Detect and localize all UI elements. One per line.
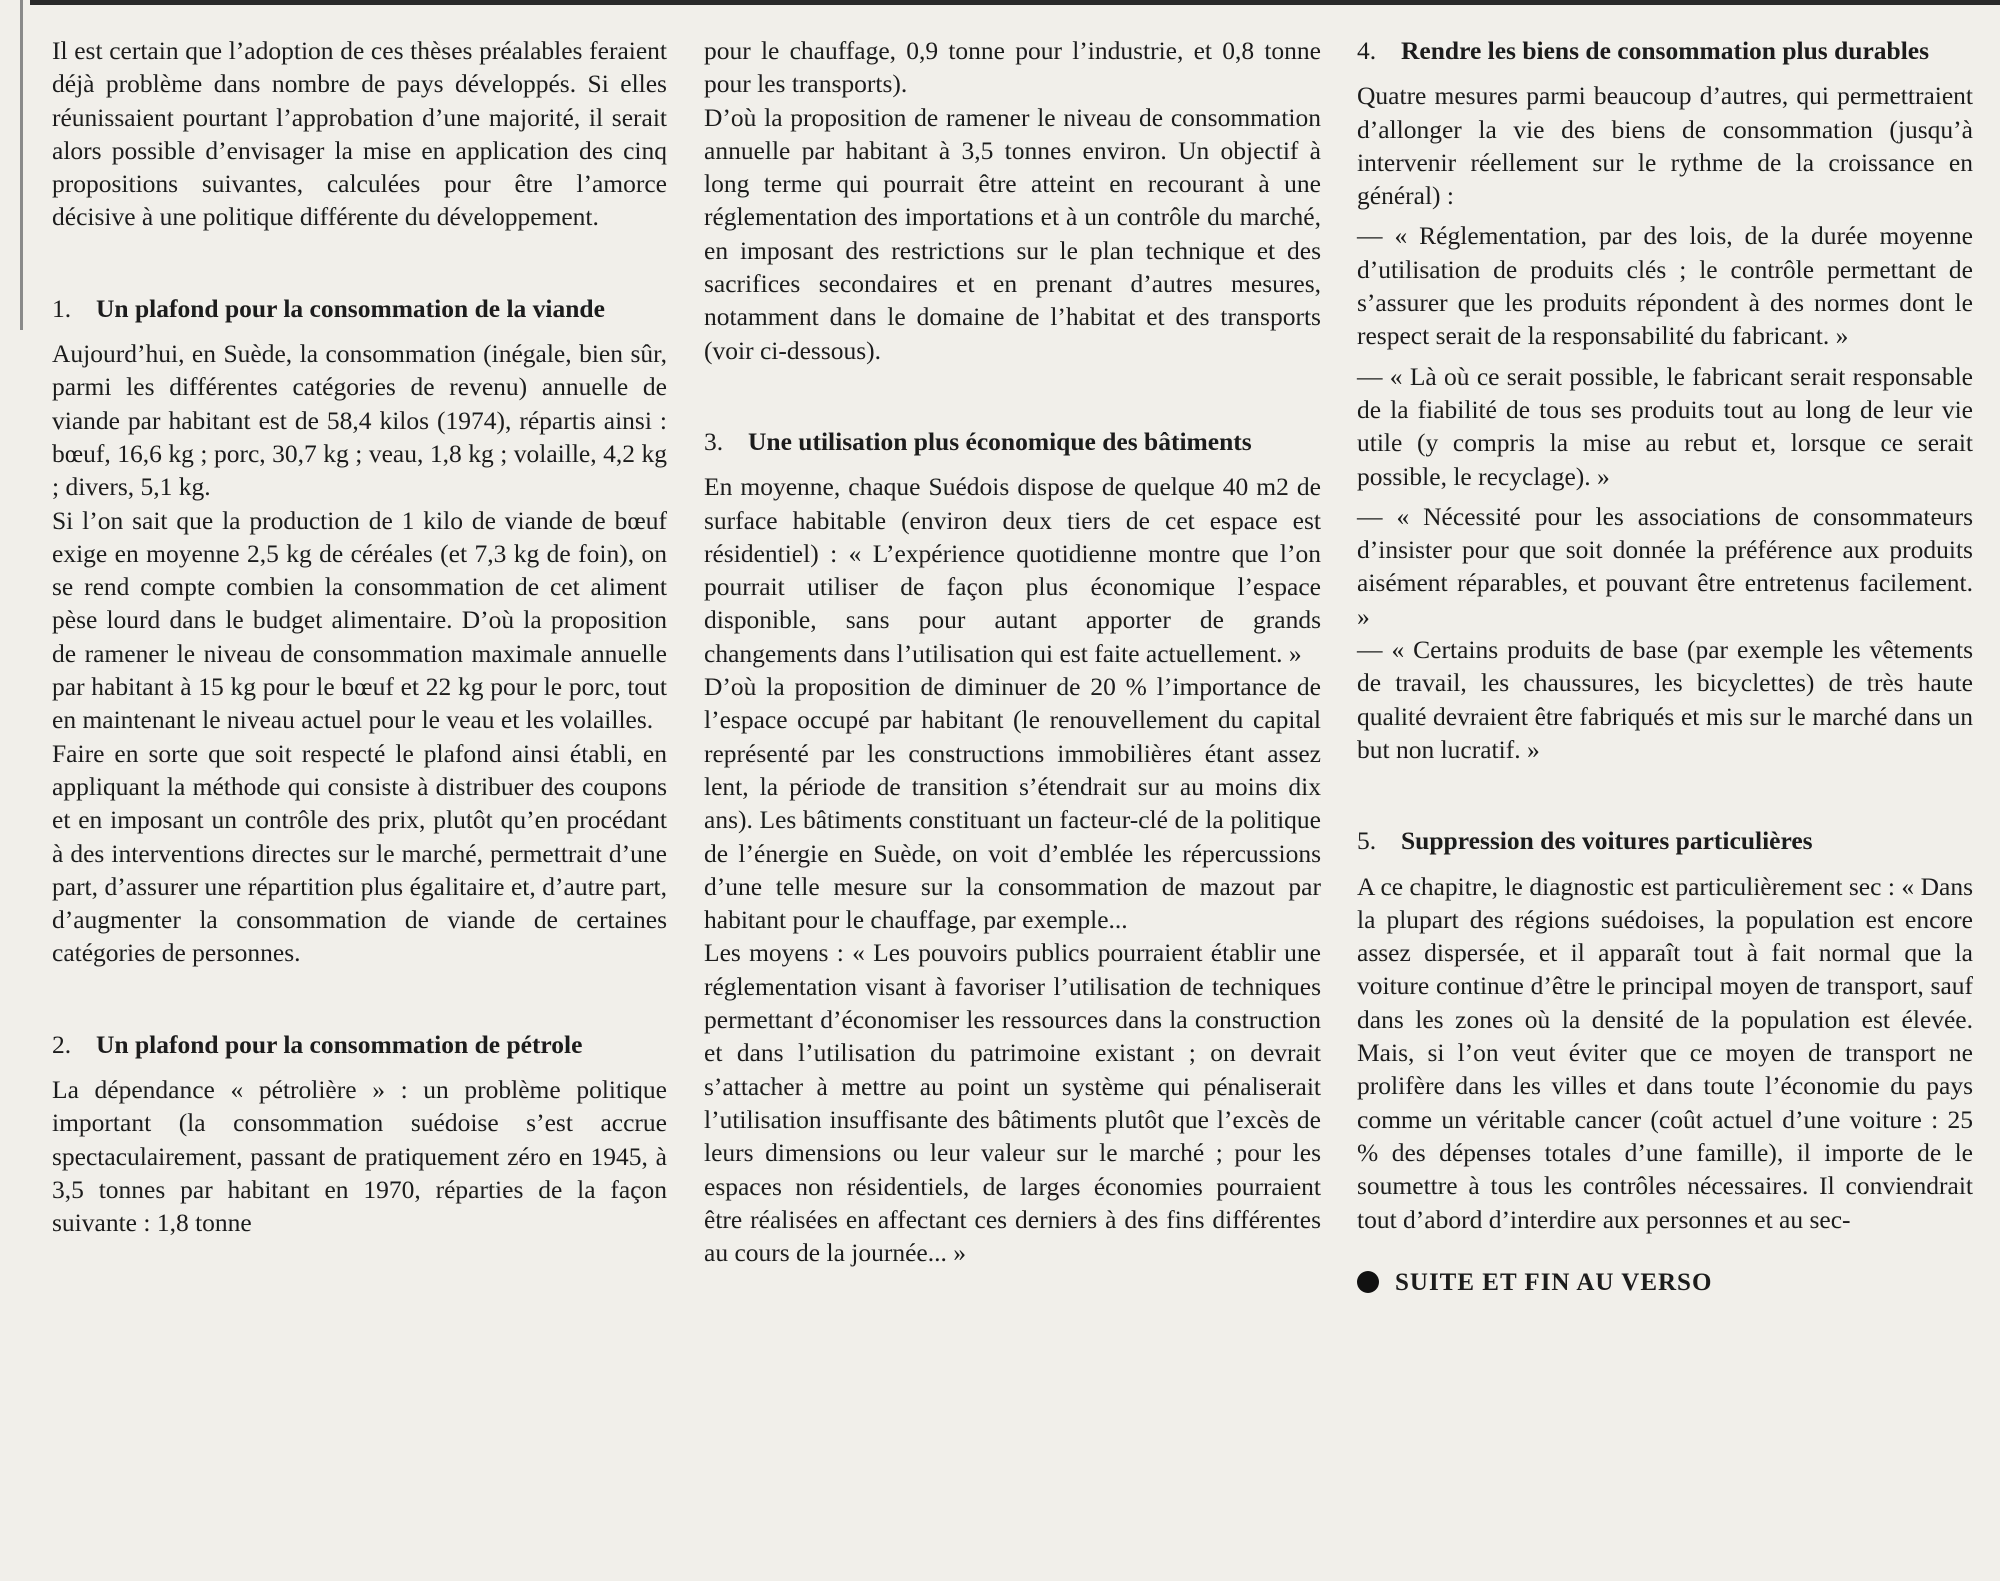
section-2-paragraph-1: La dépendance « pétrolière » : un problème politique important (la consommation suédoise s’est accrue spectaculairement, passant de pratiquement zéro en 1945, à 3,5 tonnes par habitant en 1970, réparties de la façon suivante : 1,8 tonne xyxy=(52,1075,667,1238)
continued-notice-text: SUITE ET FIN AU VERSO xyxy=(1395,1268,1713,1296)
section-1-paragraph-1: Aujourd’hui, en Suède, la consommation (inégale, bien sûr, parmi les différentes catégories de revenu) annuelle de viande par habitant est de 58,4 kilos (1974), répartis ainsi : bœuf, 16,6 kg ; porc, 30,7 kg ; veau, 1,8 kg ; volaille, 4,2 kg ; divers, 5,1 kg. xyxy=(52,339,667,502)
section-2-title: Un plafond pour la consommation de pétrole xyxy=(96,1029,583,1059)
continued-notice xyxy=(1357,1266,1973,1299)
intro-paragraph: Il est certain que l’adoption de ces thèses préalables feraient déjà problème dans nombre de pays développés. Si elles réunissaient pourtant l’approbation d’une majorité, il serait alors possible d’envisager la mise en application des cinq propositions suivantes, calculées pour être l’amorce décisive à une politique différente du développement. xyxy=(52,36,667,232)
section-2-paragraph-1-cont: pour le chauffage, 0,9 tonne pour l’industrie, et 0,8 tonne pour les transports). xyxy=(704,36,1321,99)
section-2-heading xyxy=(52,1028,667,1061)
section-4-item-3: — « Nécessité pour les associations de consommateurs d’insister pour que soit donnée la préférence aux produits aisément réparables, et pouvant être entretenus facilement. » xyxy=(1357,501,1973,631)
section-3-paragraph-1: En moyenne, chaque Suédois dispose de quelque 40 m2 de surface habitable (environ deux tiers de cet espace est résidentiel) : « L’expérience quotidienne montre que l’on pourrait utiliser de façon plus économique l’espace disponible, sans pour autant apporter de grands changements dans l’utilisation qui est faite actuellement. » xyxy=(704,472,1321,668)
section-3-number: 3. xyxy=(704,426,724,456)
bullet-icon xyxy=(1357,1271,1379,1293)
section-5-heading xyxy=(1357,824,1973,857)
section-1-heading xyxy=(52,292,667,325)
column-3 xyxy=(1357,34,1973,1299)
left-edge-mark xyxy=(20,0,23,330)
section-4-title: Rendre les biens de consommation plus durables xyxy=(1401,36,1930,65)
section-2-paragraph-2: D’où la proposition de ramener le niveau de consommation annuelle par habitant à 3,5 tonnes environ. Un objectif à long terme qui pourrait être atteint en recourant à une réglementation des importations et à un contrôle du marché, en imposant des restrictions sur le plan technique et des sacrifices secondaires et en prenant d’autres mesures, notamment dans le domaine de l’habitat et des transports (voir ci-dessous). xyxy=(704,102,1321,365)
section-1-paragraph-2: Si l’on sait que la production de 1 kilo de viande de bœuf exige en moyenne 2,5 kg de céréales (et 7,3 kg de foin), on se rend compte combien la consommation de cet aliment pèse lourd dans le budget alimentaire. D’où la proposition de ramener le niveau de consommation maximale annuelle par habitant à 15 kg pour le bœuf et 22 kg pour le porc, tout en maintenant le niveau actuel pour le veau et les volailles. xyxy=(52,505,667,735)
section-4-paragraph-1: Quatre mesures parmi beaucoup d’autres, qui permettraient d’allonger la vie des biens de consommation (jusqu’à intervenir réellement sur le rythme de la croissance en général) : xyxy=(1357,81,1973,211)
column-1 xyxy=(52,34,667,1240)
section-3-paragraph-3: Les moyens : « Les pouvoirs publics pourraient établir une réglementation visant à favoriser l’utilisation de techniques permettant d’économiser les ressources dans la construction et dans l’utilisation du patrimoine existant ; on devrait s’attacher à mettre au point un système qui pénaliserait l’utilisation insuffisante des bâtiments plutôt que l’excès de leurs dimensions ou leur valeur sur le marché ; pour les espaces non résidentiels, de larges économies pourraient être réalisées en affectant ces derniers à des fins différentes au cours de la journée... » xyxy=(704,938,1321,1268)
section-4-heading xyxy=(1357,34,1973,67)
top-rule xyxy=(30,0,2000,5)
section-3-paragraph-2: D’où la proposition de diminuer de 20 % l’importance de l’espace occupé par habitant (le renouvellement du capital représenté par les constructions immobilières étant assez lent, la période de transition s’étendrait sur au moins dix ans). Les bâtiments constituant un facteur-clé de la politique de l’énergie en Suède, on voit d’emblée les répercussions d’une telle mesure sur la consommation de mazout par habitant pour le chauffage, par exemple... xyxy=(704,672,1321,935)
section-5-number: 5. xyxy=(1357,826,1377,856)
section-1-title: Un plafond pour la consommation de la viande xyxy=(96,293,605,323)
section-4-item-2: — « Là où ce serait possible, le fabricant serait responsable de la fiabilité de tous ses produits tout au long de leur vie utile (y compris la mise au rebut et, lorsque ce serait possible, le recyclage). » xyxy=(1357,361,1973,491)
section-1-paragraph-3: Faire en sorte que soit respecté le plafond ainsi établi, en appliquant la méthode qui consiste à distribuer des coupons et en imposant un contrôle des prix, plutôt qu’en procédant à des interventions directes sur le marché, permettrait d’une part, d’assurer une répartition plus égalitaire et, d’autre part, d’augmenter la consommation de viande de certaines catégories de personnes. xyxy=(52,738,667,968)
section-1-number: 1. xyxy=(52,293,72,323)
section-5-title: Suppression des voitures particulières xyxy=(1401,826,1813,856)
section-3-heading xyxy=(704,425,1321,458)
section-2-number: 2. xyxy=(52,1029,72,1059)
section-3-title: Une utilisation plus économique des bâtiments xyxy=(748,426,1252,456)
section-4-item-4: — « Certains produits de base (par exemple les vêtements de travail, les chaussures, les bicyclettes) de très haute qualité devraient être fabriqués et mis sur le marché dans un but non lucratif. » xyxy=(1357,635,1973,764)
column-2 xyxy=(704,34,1321,1269)
section-4-item-1: — « Réglementation, par des lois, de la durée moyenne d’utilisation de produits clés ; le contrôle permettant de s’assurer que les produits répondent à des normes dont le respect serait de la responsabilité du fabricant. » xyxy=(1357,221,1973,351)
section-4-number: 4. xyxy=(1357,36,1377,65)
section-5-paragraph-1: A ce chapitre, le diagnostic est particulièrement sec : « Dans la plupart des régions suédoises, la population est encore assez dispersée, et il apparaît tout à fait normal que la voiture continue d’être le principal moyen de transport, sauf dans les zones où la densité de la population est élevée. Mais, si l’on veut éviter que ce moyen de transport ne prolifère dans les villes et dans toute l’économie du pays comme un véritable cancer (coût actuel d’une voiture : 25 % des dépenses totales d’une famille), il importe de le soumettre à tous les contrôles nécessaires. Il conviendrait tout d’abord d’interdire aux personnes et au sec- xyxy=(1357,871,1973,1234)
